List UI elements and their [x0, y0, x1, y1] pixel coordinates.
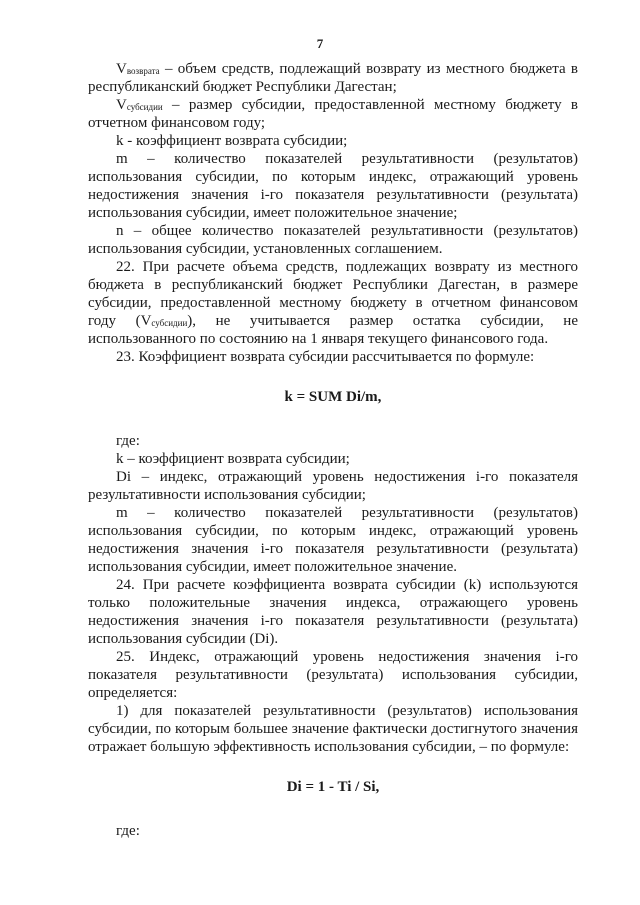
paragraph-text: 22. При расчете объема средств, подлежащих возврату из местного бюджета в республиканский бюджет Республики Дагестан, в размере субсидии, предоставленной местному бюджету в отчетном финансовом году (V — [88, 259, 578, 329]
paragraph-23: 23. Коэффициент возврата субсидии рассчитывается по формуле: — [116, 349, 535, 365]
v-symbol: V — [116, 61, 127, 77]
page-number: 7 — [316, 36, 324, 51]
paragraph-di-def: Di – индекс, отражающий уровень недостижения i-го показателя результативности использования субсидии; — [88, 469, 578, 503]
where-label: где: — [116, 823, 140, 839]
v-symbol: V — [116, 97, 127, 113]
paragraph-22 — [88, 258, 578, 348]
paragraph-k: k - коэффициент возврата субсидии; — [116, 133, 348, 149]
paragraph-v-vozvrata — [88, 60, 578, 96]
v-subscript: возврата — [126, 66, 160, 76]
paragraph-text: ), не учитывается размер остатка субсидии, не использованного по состоянию на 1 января текущего финансового года. — [88, 313, 578, 347]
paragraph-k-def: k – коэффициент возврата субсидии; — [116, 451, 350, 467]
v-subscript: субсидии — [151, 318, 188, 328]
document-body — [88, 60, 578, 840]
where-label: где: — [116, 433, 140, 449]
paragraph-text: – размер субсидии, предоставленной местному бюджету в отчетном финансовом году; — [88, 97, 578, 131]
paragraph-n: n – общее количество показателей результативности (результатов) использования субсидии, установленных соглашением. — [88, 223, 578, 257]
formula-di: Di = 1 - Ti / Si, — [286, 779, 380, 795]
paragraph-24: 24. При расчете коэффициента возврата субсидии (k) используются только положительные значения индекса, отражающего уровень недостижения значения i-го показателя результативности (результата) использования субсидии (Di). — [88, 577, 578, 647]
formula-k: k = SUM Di/m, — [284, 389, 382, 405]
paragraph-m: m – количество показателей результативности (результатов) использования субсидии, по которым индекс, отражающий уровень недостижения значения i-го показателя результативности (результата) использования субсидии, имеет положительное значение; — [88, 151, 578, 221]
paragraph-text: – объем средств, подлежащий возврату из местного бюджета в республиканский бюджет Республики Дагестан; — [88, 61, 578, 95]
v-subscript: субсидии — [126, 102, 163, 112]
paragraph-m-def: m – количество показателей результативности (результатов) использования субсидии, по которым индекс, отражающий уровень недостижения значения i-го показателя результативности (результата) использования субсидии, имеет положительное значение. — [88, 505, 578, 575]
paragraph-25: 25. Индекс, отражающий уровень недостижения значения i-го показателя результативности (результата) использования субсидии, определяется: — [88, 649, 578, 701]
paragraph-25-1: 1) для показателей результативности (результатов) использования субсидии, по которым большее значение фактически достигнутого значения отражает большую эффективность использования субсидии, – по формуле: — [88, 703, 578, 755]
paragraph-v-subsidii — [88, 96, 578, 132]
